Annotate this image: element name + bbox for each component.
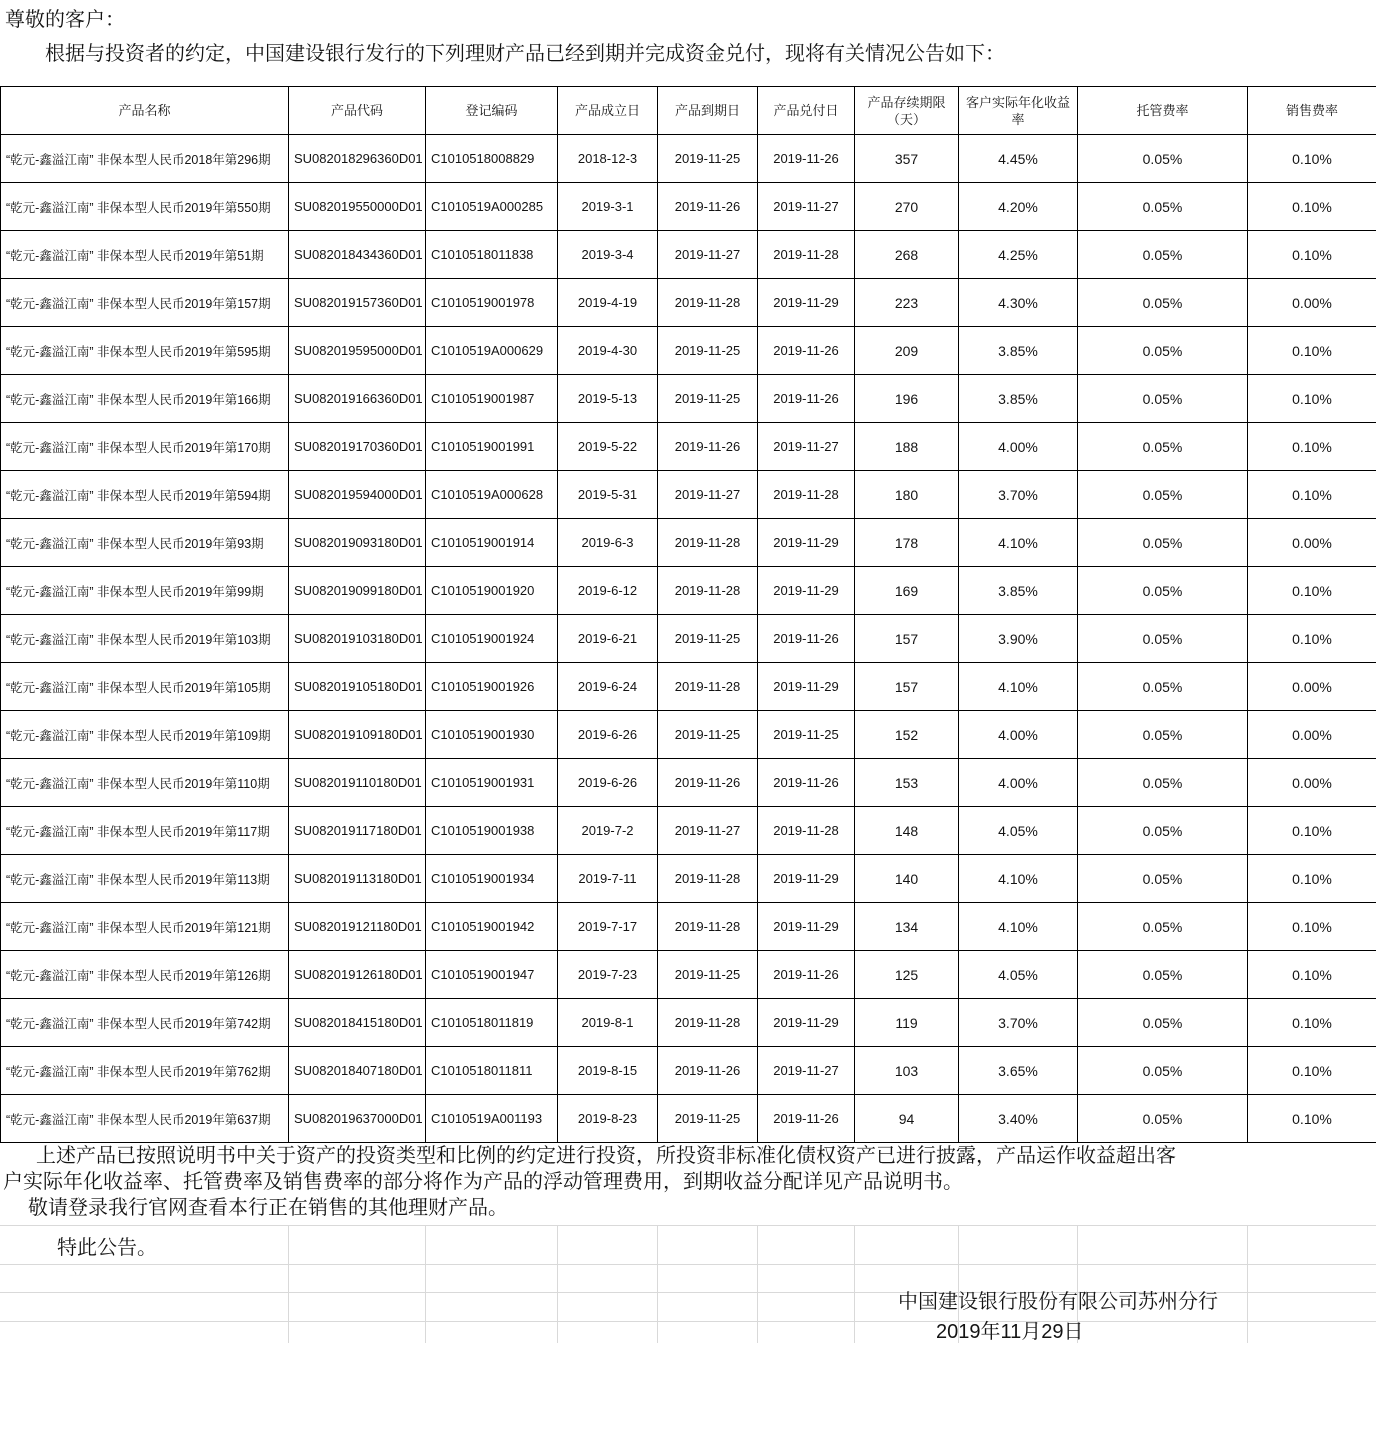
notes-section [0,1143,1376,1221]
table-cell: C1010519001934 [426,855,558,903]
column-header: 销售费率 [1248,87,1376,135]
table-cell: 0.05% [1078,807,1248,855]
table-cell: 2019-11-29 [758,519,855,567]
grid-line [288,1225,289,1343]
table-cell: 0.10% [1248,903,1376,951]
table-cell: 0.00% [1248,279,1376,327]
table-cell: 2019-11-28 [758,471,855,519]
table-cell: 0.05% [1078,375,1248,423]
table-cell: 0.05% [1078,615,1248,663]
table-cell: 4.10% [959,519,1078,567]
table-cell: 2019-11-26 [758,1095,855,1143]
table-cell: 2019-6-26 [558,711,658,759]
table-cell: C1010519001920 [426,567,558,615]
table-cell: 2019-11-26 [658,1047,758,1095]
table-cell: 2019-11-25 [658,135,758,183]
table-cell: 3.90% [959,615,1078,663]
table-cell: 4.10% [959,903,1078,951]
table-row [1,807,1376,855]
table-cell: C1010519001987 [426,375,558,423]
table-cell: “乾元-鑫溢江南” 非保本型人民币2019年第550期 [1,183,289,231]
table-cell: 0.10% [1248,855,1376,903]
table-cell: 2019-11-28 [658,855,758,903]
table-cell: SU082018296360D01 [289,135,426,183]
table-cell: 0.05% [1078,471,1248,519]
table-cell: 2019-11-29 [758,663,855,711]
table-cell: 2019-3-1 [558,183,658,231]
table-cell: C1010519A000628 [426,471,558,519]
column-header: 托管费率 [1078,87,1248,135]
table-row [1,135,1376,183]
table-row [1,567,1376,615]
table-cell: 2019-11-25 [758,711,855,759]
table-cell: “乾元-鑫溢江南” 非保本型人民币2019年第126期 [1,951,289,999]
table-cell: 2019-7-2 [558,807,658,855]
table-cell: “乾元-鑫溢江南” 非保本型人民币2019年第742期 [1,999,289,1047]
table-cell: C1010519001930 [426,711,558,759]
table-cell: “乾元-鑫溢江南” 非保本型人民币2019年第170期 [1,423,289,471]
table-row [1,375,1376,423]
table-cell: 157 [855,663,959,711]
table-cell: 2019-11-26 [658,423,758,471]
table-cell: 2019-11-25 [658,615,758,663]
grid-line [1247,1225,1248,1343]
table-cell: 2019-11-28 [658,999,758,1047]
column-header: 产品代码 [289,87,426,135]
grid-line [0,1225,1376,1226]
table-cell: 134 [855,903,959,951]
grid-line [854,1225,855,1343]
table-cell: 2019-11-29 [758,999,855,1047]
table-cell: 0.10% [1248,1095,1376,1143]
table-cell: 2019-11-29 [758,279,855,327]
table-cell: “乾元-鑫溢江南” 非保本型人民币2019年第594期 [1,471,289,519]
table-cell: C1010519001947 [426,951,558,999]
table-cell: 2019-6-3 [558,519,658,567]
products-table [0,86,1376,1143]
column-header: 产品成立日 [558,87,658,135]
table-cell: SU082019099180D01 [289,567,426,615]
table-cell: SU082019105180D01 [289,663,426,711]
table-cell: 2019-11-25 [658,375,758,423]
table-cell: 2019-11-26 [758,759,855,807]
table-cell: “乾元-鑫溢江南” 非保本型人民币2019年第110期 [1,759,289,807]
table-cell: 3.65% [959,1047,1078,1095]
table-cell: “乾元-鑫溢江南” 非保本型人民币2019年第51期 [1,231,289,279]
table-cell: SU082019109180D01 [289,711,426,759]
table-row [1,1095,1376,1143]
table-cell: 2019-11-28 [658,903,758,951]
table-cell: 0.05% [1078,327,1248,375]
table-cell: 4.10% [959,663,1078,711]
table-cell: 119 [855,999,959,1047]
note-closing: 特此公告。 [57,1237,157,1259]
table-row [1,903,1376,951]
table-cell: 0.05% [1078,183,1248,231]
table-cell: “乾元-鑫溢江南” 非保本型人民币2019年第637期 [1,1095,289,1143]
table-cell: 0.10% [1248,999,1376,1047]
table-cell: SU082019117180D01 [289,807,426,855]
column-header: 产品存续期限（天） [855,87,959,135]
table-cell: SU082019170360D01 [289,423,426,471]
table-cell: SU082019166360D01 [289,375,426,423]
table-cell: 152 [855,711,959,759]
table-cell: C1010518011838 [426,231,558,279]
grid-line [0,1264,1376,1265]
table-cell: 0.00% [1248,519,1376,567]
table-cell: 4.30% [959,279,1078,327]
table-cell: 94 [855,1095,959,1143]
table-cell: 2019-11-28 [658,663,758,711]
table-cell: 4.10% [959,855,1078,903]
table-cell: 4.00% [959,423,1078,471]
table-row [1,327,1376,375]
table-cell: 125 [855,951,959,999]
table-cell: “乾元-鑫溢江南” 非保本型人民币2019年第157期 [1,279,289,327]
table-cell: 178 [855,519,959,567]
table-row [1,759,1376,807]
grid-line [757,1225,758,1343]
table-cell: 3.85% [959,327,1078,375]
table-cell: 0.00% [1248,663,1376,711]
table-cell: 0.05% [1078,951,1248,999]
table-cell: SU082018407180D01 [289,1047,426,1095]
table-cell: 0.05% [1078,855,1248,903]
grid-line [425,1225,426,1343]
table-cell: 0.10% [1248,183,1376,231]
table-cell: “乾元-鑫溢江南” 非保本型人民币2019年第166期 [1,375,289,423]
column-header: 产品到期日 [658,87,758,135]
table-cell: 2019-4-30 [558,327,658,375]
table-row [1,663,1376,711]
table-cell: “乾元-鑫溢江南” 非保本型人民币2019年第595期 [1,327,289,375]
table-cell: 2019-11-26 [758,615,855,663]
table-cell: 0.10% [1248,951,1376,999]
table-cell: SU082019637000D01 [289,1095,426,1143]
table-cell: 2019-11-27 [758,183,855,231]
table-cell: 2019-11-25 [658,951,758,999]
table-cell: 2019-11-28 [758,231,855,279]
table-cell: 209 [855,327,959,375]
table-cell: 0.10% [1248,375,1376,423]
table-cell: 4.00% [959,711,1078,759]
table-cell: SU082019595000D01 [289,327,426,375]
table-cell: “乾元-鑫溢江南” 非保本型人民币2019年第93期 [1,519,289,567]
table-cell: C1010519001942 [426,903,558,951]
table-cell: 0.10% [1248,471,1376,519]
table-row [1,855,1376,903]
table-cell: 268 [855,231,959,279]
table-cell: 0.10% [1248,327,1376,375]
table-header-row [1,87,1376,135]
table-cell: C1010519001978 [426,279,558,327]
table-cell: 0.10% [1248,807,1376,855]
table-cell: 2019-5-31 [558,471,658,519]
column-header: 产品兑付日 [758,87,855,135]
table-cell: 0.10% [1248,1047,1376,1095]
table-cell: 3.85% [959,375,1078,423]
table-cell: 0.00% [1248,759,1376,807]
table-cell: 0.00% [1248,711,1376,759]
table-cell: C1010519001991 [426,423,558,471]
table-cell: 2019-5-13 [558,375,658,423]
table-cell: 2019-11-29 [758,567,855,615]
table-cell: “乾元-鑫溢江南” 非保本型人民币2019年第117期 [1,807,289,855]
grid-line [657,1225,658,1343]
note-line-1: 上述产品已按照说明书中关于资产的投资类型和比例的约定进行投资，所投资非标准化债权资产已进行披露，产品运作收益超出客 [36,1145,1176,1167]
table-cell: 0.10% [1248,135,1376,183]
table-cell: 0.05% [1078,519,1248,567]
table-row [1,279,1376,327]
table-cell: 2019-11-26 [658,183,758,231]
table-cell: 4.45% [959,135,1078,183]
table-cell: 2019-11-29 [758,903,855,951]
table-cell: SU082019093180D01 [289,519,426,567]
table-cell: SU082019157360D01 [289,279,426,327]
table-cell: 0.05% [1078,759,1248,807]
table-cell: 153 [855,759,959,807]
table-cell: 0.05% [1078,135,1248,183]
table-cell: 3.85% [959,567,1078,615]
table-cell: 4.00% [959,759,1078,807]
table-row [1,231,1376,279]
table-cell: 188 [855,423,959,471]
table-cell: 0.05% [1078,279,1248,327]
table-cell: 2019-11-27 [658,807,758,855]
table-cell: 270 [855,183,959,231]
table-cell: “乾元-鑫溢江南” 非保本型人民币2019年第109期 [1,711,289,759]
table-cell: 4.20% [959,183,1078,231]
table-cell: 2019-11-28 [658,567,758,615]
table-row [1,471,1376,519]
table-row [1,711,1376,759]
table-cell: 2019-11-26 [658,759,758,807]
table-cell: “乾元-鑫溢江南” 非保本型人民币2019年第105期 [1,663,289,711]
table-cell: C1010519001924 [426,615,558,663]
table-cell: 3.40% [959,1095,1078,1143]
table-cell: 2019-11-27 [758,423,855,471]
table-cell: SU082019594000D01 [289,471,426,519]
table-cell: SU082019110180D01 [289,759,426,807]
column-header: 登记编码 [426,87,558,135]
table-cell: 2019-11-26 [758,375,855,423]
table-cell: SU082019550000D01 [289,183,426,231]
table-cell: 0.05% [1078,423,1248,471]
table-cell: 103 [855,1047,959,1095]
table-cell: 3.70% [959,471,1078,519]
table-cell: 0.05% [1078,999,1248,1047]
intro-body: 根据与投资者的约定，中国建设银行发行的下列理财产品已经到期并完成资金兑付，现将有关情况公告如下： [45,43,1005,65]
table-cell: 2019-7-23 [558,951,658,999]
table-cell: 4.05% [959,807,1078,855]
intro-section [0,0,1376,68]
table-cell: 2019-11-29 [758,855,855,903]
table-cell: C1010519A001193 [426,1095,558,1143]
table-cell: 2019-11-25 [658,1095,758,1143]
table-cell: 223 [855,279,959,327]
table-cell: 169 [855,567,959,615]
table-cell: 4.05% [959,951,1078,999]
table-cell: 148 [855,807,959,855]
table-cell: 2019-11-27 [658,231,758,279]
table-cell: 0.05% [1078,1047,1248,1095]
table-cell: 2019-3-4 [558,231,658,279]
table-cell: 157 [855,615,959,663]
table-cell: 2019-11-25 [658,711,758,759]
table-cell: SU082019126180D01 [289,951,426,999]
table-cell: C1010519A000285 [426,183,558,231]
issue-date: 2019年11月29日 [936,1321,1084,1343]
column-header: 产品名称 [1,87,289,135]
footer-grid [0,1225,1376,1343]
column-header: 客户实际年化收益率 [959,87,1078,135]
table-cell: C1010519001914 [426,519,558,567]
table-row [1,1047,1376,1095]
table-cell: 2019-5-22 [558,423,658,471]
table-cell: 2019-8-23 [558,1095,658,1143]
table-cell: SU082018434360D01 [289,231,426,279]
table-cell: 0.05% [1078,567,1248,615]
table-row [1,183,1376,231]
table-cell: “乾元-鑫溢江南” 非保本型人民币2019年第113期 [1,855,289,903]
salutation: 尊敬的客户： [5,9,125,31]
table-cell: 2019-6-21 [558,615,658,663]
table-cell: 2019-11-27 [658,471,758,519]
table-cell: 357 [855,135,959,183]
table-cell: 0.10% [1248,567,1376,615]
table-cell: C1010518011811 [426,1047,558,1095]
table-row [1,951,1376,999]
table-cell: 0.05% [1078,1095,1248,1143]
table-cell: 196 [855,375,959,423]
grid-line [0,1321,1376,1322]
table-row [1,615,1376,663]
table-cell: 2019-11-28 [658,519,758,567]
table-cell: 180 [855,471,959,519]
table-row [1,519,1376,567]
table-cell: 2019-11-25 [658,327,758,375]
table-cell: 0.10% [1248,615,1376,663]
table-cell: SU082018415180D01 [289,999,426,1047]
table-cell: 3.70% [959,999,1078,1047]
table-cell: 2019-6-26 [558,759,658,807]
table-cell: C1010519001926 [426,663,558,711]
note-login: 敬请登录我行官网查看本行正在销售的其他理财产品。 [28,1197,508,1219]
table-cell: 2019-11-27 [758,1047,855,1095]
table-cell: 2019-8-15 [558,1047,658,1095]
table-cell: 140 [855,855,959,903]
table-cell: 2019-11-28 [758,807,855,855]
table-cell: “乾元-鑫溢江南” 非保本型人民币2019年第762期 [1,1047,289,1095]
table-cell: 2019-8-1 [558,999,658,1047]
table-cell: SU082019121180D01 [289,903,426,951]
table-cell: C1010519001931 [426,759,558,807]
table-cell: 2018-12-3 [558,135,658,183]
table-cell: 2019-11-26 [758,951,855,999]
table-cell: C1010518011819 [426,999,558,1047]
table-cell: 2019-11-28 [658,279,758,327]
table-cell: 4.25% [959,231,1078,279]
table-cell: “乾元-鑫溢江南” 非保本型人民币2019年第121期 [1,903,289,951]
table-cell: SU082019113180D01 [289,855,426,903]
table-cell: 2019-11-26 [758,135,855,183]
table-cell: 0.10% [1248,423,1376,471]
table-cell: 2019-7-11 [558,855,658,903]
table-cell: 0.05% [1078,231,1248,279]
table-cell: C1010519A000629 [426,327,558,375]
table-cell: “乾元-鑫溢江南” 非保本型人民币2019年第99期 [1,567,289,615]
table-cell: 2019-4-19 [558,279,658,327]
table-cell: 2019-6-24 [558,663,658,711]
table-cell: 0.05% [1078,663,1248,711]
table-cell: SU082019103180D01 [289,615,426,663]
table-cell: 0.05% [1078,903,1248,951]
table-cell: 2019-11-26 [758,327,855,375]
table-cell: 2019-6-12 [558,567,658,615]
note-line-2: 户实际年化收益率、托管费率及销售费率的部分将作为产品的浮动管理费用，到期收益分配详见产品说明书。 [3,1171,963,1193]
table-row [1,423,1376,471]
issuer-name: 中国建设银行股份有限公司苏州分行 [898,1291,1218,1313]
table-cell: “乾元-鑫溢江南” 非保本型人民币2019年第103期 [1,615,289,663]
grid-line [557,1225,558,1343]
table-cell: 0.10% [1248,231,1376,279]
table-cell: 0.05% [1078,711,1248,759]
table-cell: C1010518008829 [426,135,558,183]
table-cell: “乾元-鑫溢江南” 非保本型人民币2018年第296期 [1,135,289,183]
table-cell: C1010519001938 [426,807,558,855]
table-row [1,999,1376,1047]
table-cell: 2019-7-17 [558,903,658,951]
